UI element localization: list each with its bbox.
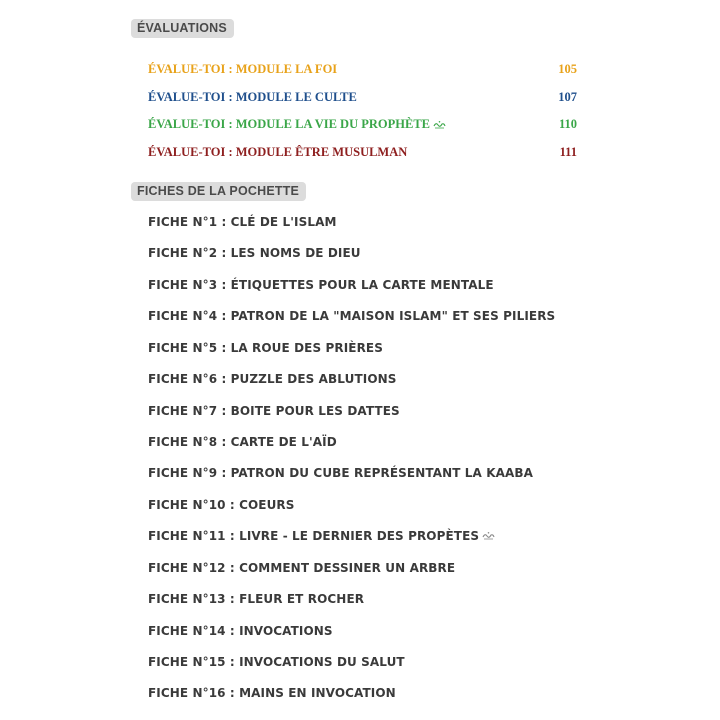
evaluation-label: ÉVALUE-TOI : MODULE LA VIE DU PROPHÈTE [148, 117, 430, 131]
evaluation-page-number: 111 [559, 145, 577, 159]
fiche-label: FICHE N°12 : COMMENT DESSINER UN ARBRE [148, 561, 456, 575]
fiche-item[interactable] [148, 465, 533, 481]
fiche-item[interactable] [148, 434, 337, 450]
fiche-label: FICHE N°8 : CARTE DE L'AÏD [148, 435, 337, 449]
pbuh-calligraphy-icon [433, 120, 446, 129]
fiche-item[interactable] [148, 654, 405, 670]
fiche-item[interactable] [148, 245, 361, 261]
fiche-item[interactable] [148, 340, 383, 356]
evaluation-page-number: 110 [558, 117, 577, 131]
fiche-label: FICHE N°6 : PUZZLE DES ABLUTIONS [148, 372, 397, 386]
evaluation-page-number: 105 [558, 62, 577, 76]
fiche-label: FICHE N°1 : CLÉ DE L'ISLAM [148, 215, 337, 229]
fiche-item[interactable] [148, 214, 337, 230]
fiche-item[interactable] [148, 403, 400, 419]
fiche-item[interactable] [148, 623, 333, 639]
fiche-item[interactable] [148, 685, 396, 701]
fiche-label: FICHE N°7 : BOITE POUR LES DATTES [148, 404, 400, 418]
fiche-label: FICHE N°14 : INVOCATIONS [148, 624, 333, 638]
evaluation-label: ÉVALUE-TOI : MODULE LE CULTE [148, 90, 357, 104]
evaluation-row-vie-du-prophete[interactable] [148, 116, 577, 132]
evaluations-header [131, 19, 234, 38]
evaluation-page-number: 107 [558, 90, 577, 104]
evaluation-label-wrapper [148, 116, 446, 132]
evaluation-label: ÉVALUE-TOI : MODULE LA FOI [148, 62, 338, 76]
fiches-header [131, 182, 306, 201]
evaluation-row-foi[interactable] [148, 61, 577, 77]
fiche-label: FICHE N°15 : INVOCATIONS DU SALUT [148, 655, 405, 669]
fiche-item[interactable] [148, 528, 495, 544]
fiche-item[interactable] [148, 591, 364, 607]
fiche-label: FICHE N°4 : PATRON DE LA "MAISON ISLAM" ET SES PILIERS [148, 309, 556, 323]
fiche-item[interactable] [148, 560, 455, 576]
fiche-item[interactable] [148, 277, 494, 293]
pbuh-calligraphy-icon [482, 531, 495, 540]
fiche-label: FICHE N°10 : COEURS [148, 498, 295, 512]
fiche-item[interactable] [148, 308, 555, 324]
fiche-label: FICHE N°2 : LES NOMS DE DIEU [148, 246, 361, 260]
fiche-item[interactable] [148, 371, 397, 387]
evaluation-label: ÉVALUE-TOI : MODULE ÊTRE MUSULMAN [148, 145, 408, 159]
evaluation-row-culte[interactable] [148, 89, 577, 105]
fiches-header-label: FICHES DE LA POCHETTE [137, 184, 300, 198]
fiche-label: FICHE N°5 : LA ROUE DES PRIÈRES [148, 341, 383, 355]
evaluation-row-etre-musulman[interactable] [148, 144, 577, 160]
fiche-label: FICHE N°3 : ÉTIQUETTES POUR LA CARTE MENTALE [148, 278, 494, 292]
fiche-label: FICHE N°13 : FLEUR ET ROCHER [148, 592, 365, 606]
fiche-label: FICHE N°9 : PATRON DU CUBE REPRÉSENTANT LA KAABA [148, 466, 534, 480]
fiche-label: FICHE N°11 : LIVRE - LE DERNIER DES PROPÈTES [148, 529, 480, 543]
evaluations-header-label: ÉVALUATIONS [137, 21, 227, 35]
fiche-label: FICHE N°16 : MAINS EN INVOCATION [148, 686, 396, 700]
fiche-item[interactable] [148, 497, 295, 513]
